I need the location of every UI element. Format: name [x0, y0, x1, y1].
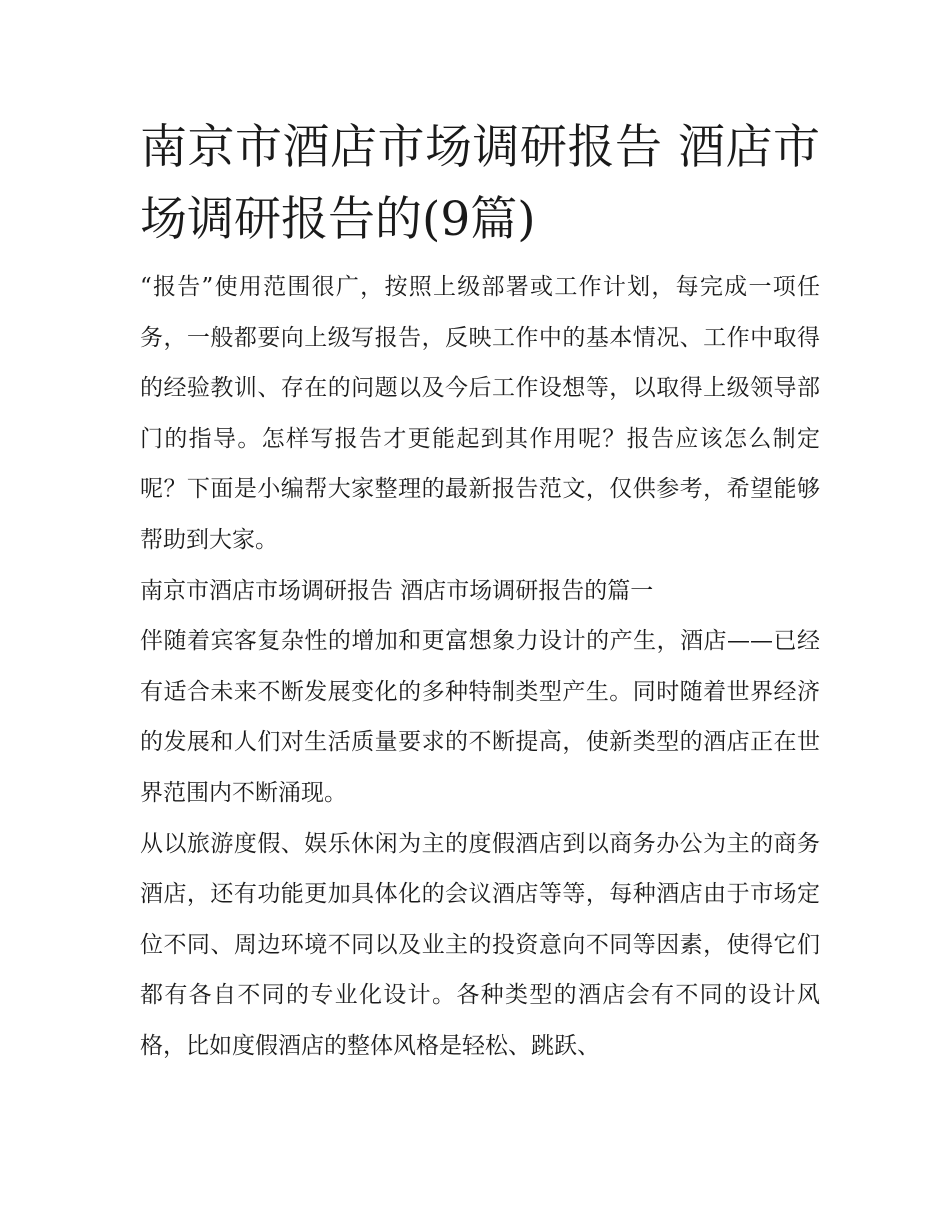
- intro-paragraph: “报告”使用范围很广，按照上级部署或工作计划，每完成一项任务，一般都要向上级写报告，反映工作中的基本情况、工作中取得的经验教训、存在的问题以及今后工作设想等，以取得上级领导部门的指导。怎样写报告才更能起到其作用呢？报告应该怎么制定呢？下面是小编帮大家整理的最新报告范文，仅供参考，希望能够帮助到大家。: [140, 274, 820, 553]
- section-heading: 南京市酒店市场调研报告 酒店市场调研报告的篇一: [140, 577, 654, 604]
- document-title: 南京市酒店市场调研报告 酒店市场调研报告的(9篇): [140, 120, 820, 247]
- document-page: [140, 112, 820, 1072]
- body-paragraph: 从以旅游度假、娱乐休闲为主的度假酒店到以商务办公为主的商务酒店，还有功能更加具体化的会议酒店等等，每种酒店由于市场定位不同、周边环境不同以及业主的投资意向不同等因素，使得它们都有各自不同的专业化设计。各种类型的酒店会有不同的设计风格，比如度假酒店的整体风格是轻松、跳跃、: [140, 830, 820, 1059]
- body-paragraph: 伴随着宾客复杂性的增加和更富想象力设计的产生，酒店——已经有适合未来不断发展变化的多种特制类型产生。同时随着世界经济的发展和人们对生活质量要求的不断提高，使新类型的酒店正在世界范围内不断涌现。: [140, 628, 820, 806]
